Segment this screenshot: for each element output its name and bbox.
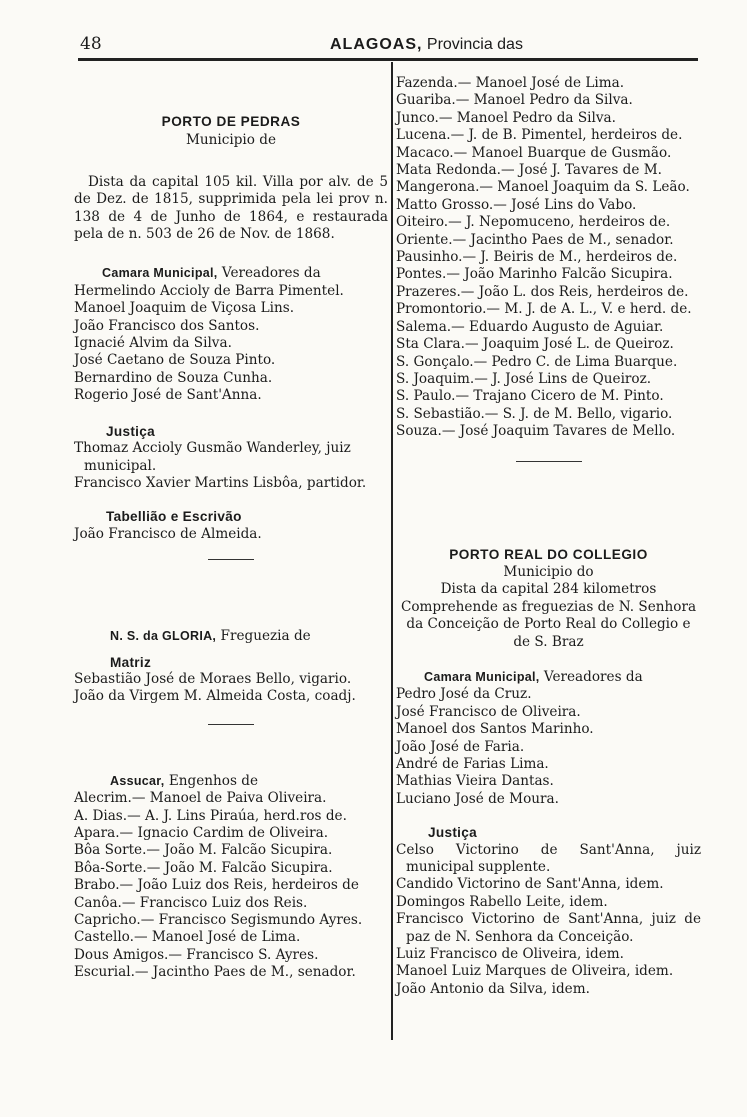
list-item: André de Farias Lima. [396,756,549,772]
list-item: Pedro José da Cruz. [396,686,532,703]
list-item: Alecrim.— Manoel de Paiva Oliveira. [74,790,327,807]
list-item: José Francisco de Oliveira. [396,703,581,720]
camara-list [74,283,388,405]
list-item: S. Joaquim.— J. José Lins de Queiroz. [396,370,652,387]
page-header [80,34,698,56]
list-item: Luciano José de Moura. [396,790,559,807]
justica-list [396,842,701,999]
list-item: Hermelindo Accioly de Barra Pimentel. [74,282,344,299]
list-item: Pausinho.— J. Beiris de M., herdeiros de. [396,249,678,266]
list-item: João José de Faria. [396,738,525,755]
list-item: Bôa Sorte.— João M. Falcão Sicupira. [74,842,333,859]
running-title [330,36,523,54]
engenhos-list-right [396,75,701,441]
list-item: José Caetano de Souza Pinto. [74,352,276,369]
municipio-label: Municipio de [185,132,277,149]
camara-list [396,686,701,808]
list-item: Salema.— Eduardo Augusto de Aguiar. [396,318,664,335]
page-number: 48 [80,34,102,54]
left-column [74,75,388,982]
list-item: Bernardino de Souza Cunha. [74,369,273,386]
list-item: Rogerio José de Sant'Anna. [74,387,262,404]
right-column [396,75,701,998]
header-rule [78,58,698,61]
camara-heading: Camara Municipal, Vereadores da [102,265,321,282]
distance-text: Dista da capital 284 kilometros [440,581,657,598]
list-item: Ignacié Alvim da Silva. [74,335,232,352]
list-item: Guariba.— Manoel Pedro da Silva. [396,92,633,109]
column-divider [391,62,393,1040]
municipio-intro: Dista da capital 105 kil. Villa por alv. de 5 de Dez. de 1815, supprimida pela lei prov n. 138 de 4 de Junho de 1864, e restaurada pela de n. 503 de 26 de Nov. de 1868. [74,173,388,243]
camara-heading: Camara Municipal, Vereadores da [424,668,643,685]
list-item: Macaco.— Manoel Buarque de Gusmão. [396,144,672,161]
list-item: Apara.— Ignacio Cardim de Oliveira. [74,824,329,841]
list-item: Escurial.— Jacintho Paes de M., senador. [74,964,356,981]
list-item: Fazenda.— Manoel José de Lima. [396,75,625,91]
list-item: Celso Victorino de Sant'Anna, juiz municipal supplente. [396,841,701,876]
list-item: Sebastião José de Moraes Bello, vigario. [74,670,352,687]
assucar-heading: Assucar, Engenhos de [110,772,259,789]
tabelliao-heading: Tabellião e Escrivão [106,509,242,525]
list-item: S. Sebastião.— S. J. de M. Bello, vigario. [396,405,673,422]
list-item: João Antonio da Silva, idem. [396,980,590,997]
gloria-heading: N. S. da GLORIA, Freguezia de [110,628,311,645]
list-item: Domingos Rabello Leite, idem. [396,893,608,910]
justica-heading: Justiça [428,825,477,841]
list-item: Manoel dos Santos Marinho. [396,721,594,738]
list-item: Candido Victorino de Sant'Anna, idem. [396,876,664,893]
list-item: S. Paulo.— Trajano Cicero de M. Pinto. [396,388,664,405]
list-item: Mata Redonda.— José J. Tavares de M. [396,162,662,179]
list-item: Capricho.— Francisco Segismundo Ayres. [74,912,363,928]
list-item: João Francisco de Almeida. [74,525,262,542]
list-item: A. Dias.— A. J. Lins Piraúa, herd.ros de. [74,807,347,824]
list-item: João da Virgem M. Almeida Costa, coadj. [74,688,356,705]
list-item: Sta Clara.— Joaquim José L. de Queiroz. [396,336,674,353]
list-item: Junco.— Manoel Pedro da Silva. [396,109,616,126]
list-item: Canôa.— Francisco Luiz dos Reis. [74,894,308,911]
list-item: Bôa-Sorte.— João M. Falcão Sicupira. [74,859,333,876]
list-item: Oriente.— Jacintho Paes de M., senador. [396,231,674,248]
list-item: Castello.— Manoel José de Lima. [74,929,301,946]
freguezias-text: Comprehende as freguezias de N. Senhora da Conceição de Porto Real do Collegio e de S. Braz [400,598,697,650]
list-item: Mathias Vieira Dantas. [396,773,554,790]
running-title-rest: Provincia das [426,36,523,53]
list-item: Manoel Joaquim de Viçosa Lins. [74,300,295,317]
list-item: Promontorio.— M. J. de A. L., V. e herd. de. [396,301,692,318]
list-item: Francisco Xavier Martins Lisbôa, partidor. [74,474,367,491]
section-title-porto-de-pedras: PORTO DE PEDRAS [161,114,301,129]
section-title-porto-real-do-collegio: PORTO REAL DO COLLEGIO [449,546,648,562]
list-item: Souza.— José Joaquim Tavares de Mello. [396,423,676,440]
list-item: Manoel Luiz Marques de Oliveira, idem. [396,963,674,980]
list-item: Thomaz Accioly Gusmão Wanderley, juiz municipal. [74,440,351,474]
list-item: Pontes.— João Marinho Falcão Sicupira. [396,266,673,283]
list-item: Prazeres.— João L. dos Reis, herdeiros de. [396,283,689,300]
list-item: Oiteiro.— J. Nepomuceno, herdeiros de. [396,214,671,231]
list-item: Dous Amigos.— Francisco S. Ayres. [74,946,319,963]
list-item: Matto Grosso.— José Lins do Vabo. [396,196,637,213]
list-item: Mangerona.— Manoel Joaquim da S. Leão. [396,179,690,196]
justica-heading: Justiça [106,423,155,439]
matriz-heading: Matriz [110,654,152,670]
engenhos-list-left [74,790,388,981]
list-item: Francisco Victorino de Sant'Anna, juiz de paz de N. Senhora da Conceição. [396,911,701,945]
municipio-label: Municipio do [503,563,594,580]
list-item: João Francisco dos Santos. [74,317,260,334]
running-title-bold: ALAGOAS, [330,36,423,53]
list-item: Lucena.— J. de B. Pimentel, herdeiros de. [396,127,683,144]
list-item: Luiz Francisco de Oliveira, idem. [396,946,624,963]
list-item: S. Gonçalo.— Pedro C. de Lima Buarque. [396,353,678,370]
list-item: Brabo.— João Luiz dos Reis, herdeiros de [74,877,359,894]
